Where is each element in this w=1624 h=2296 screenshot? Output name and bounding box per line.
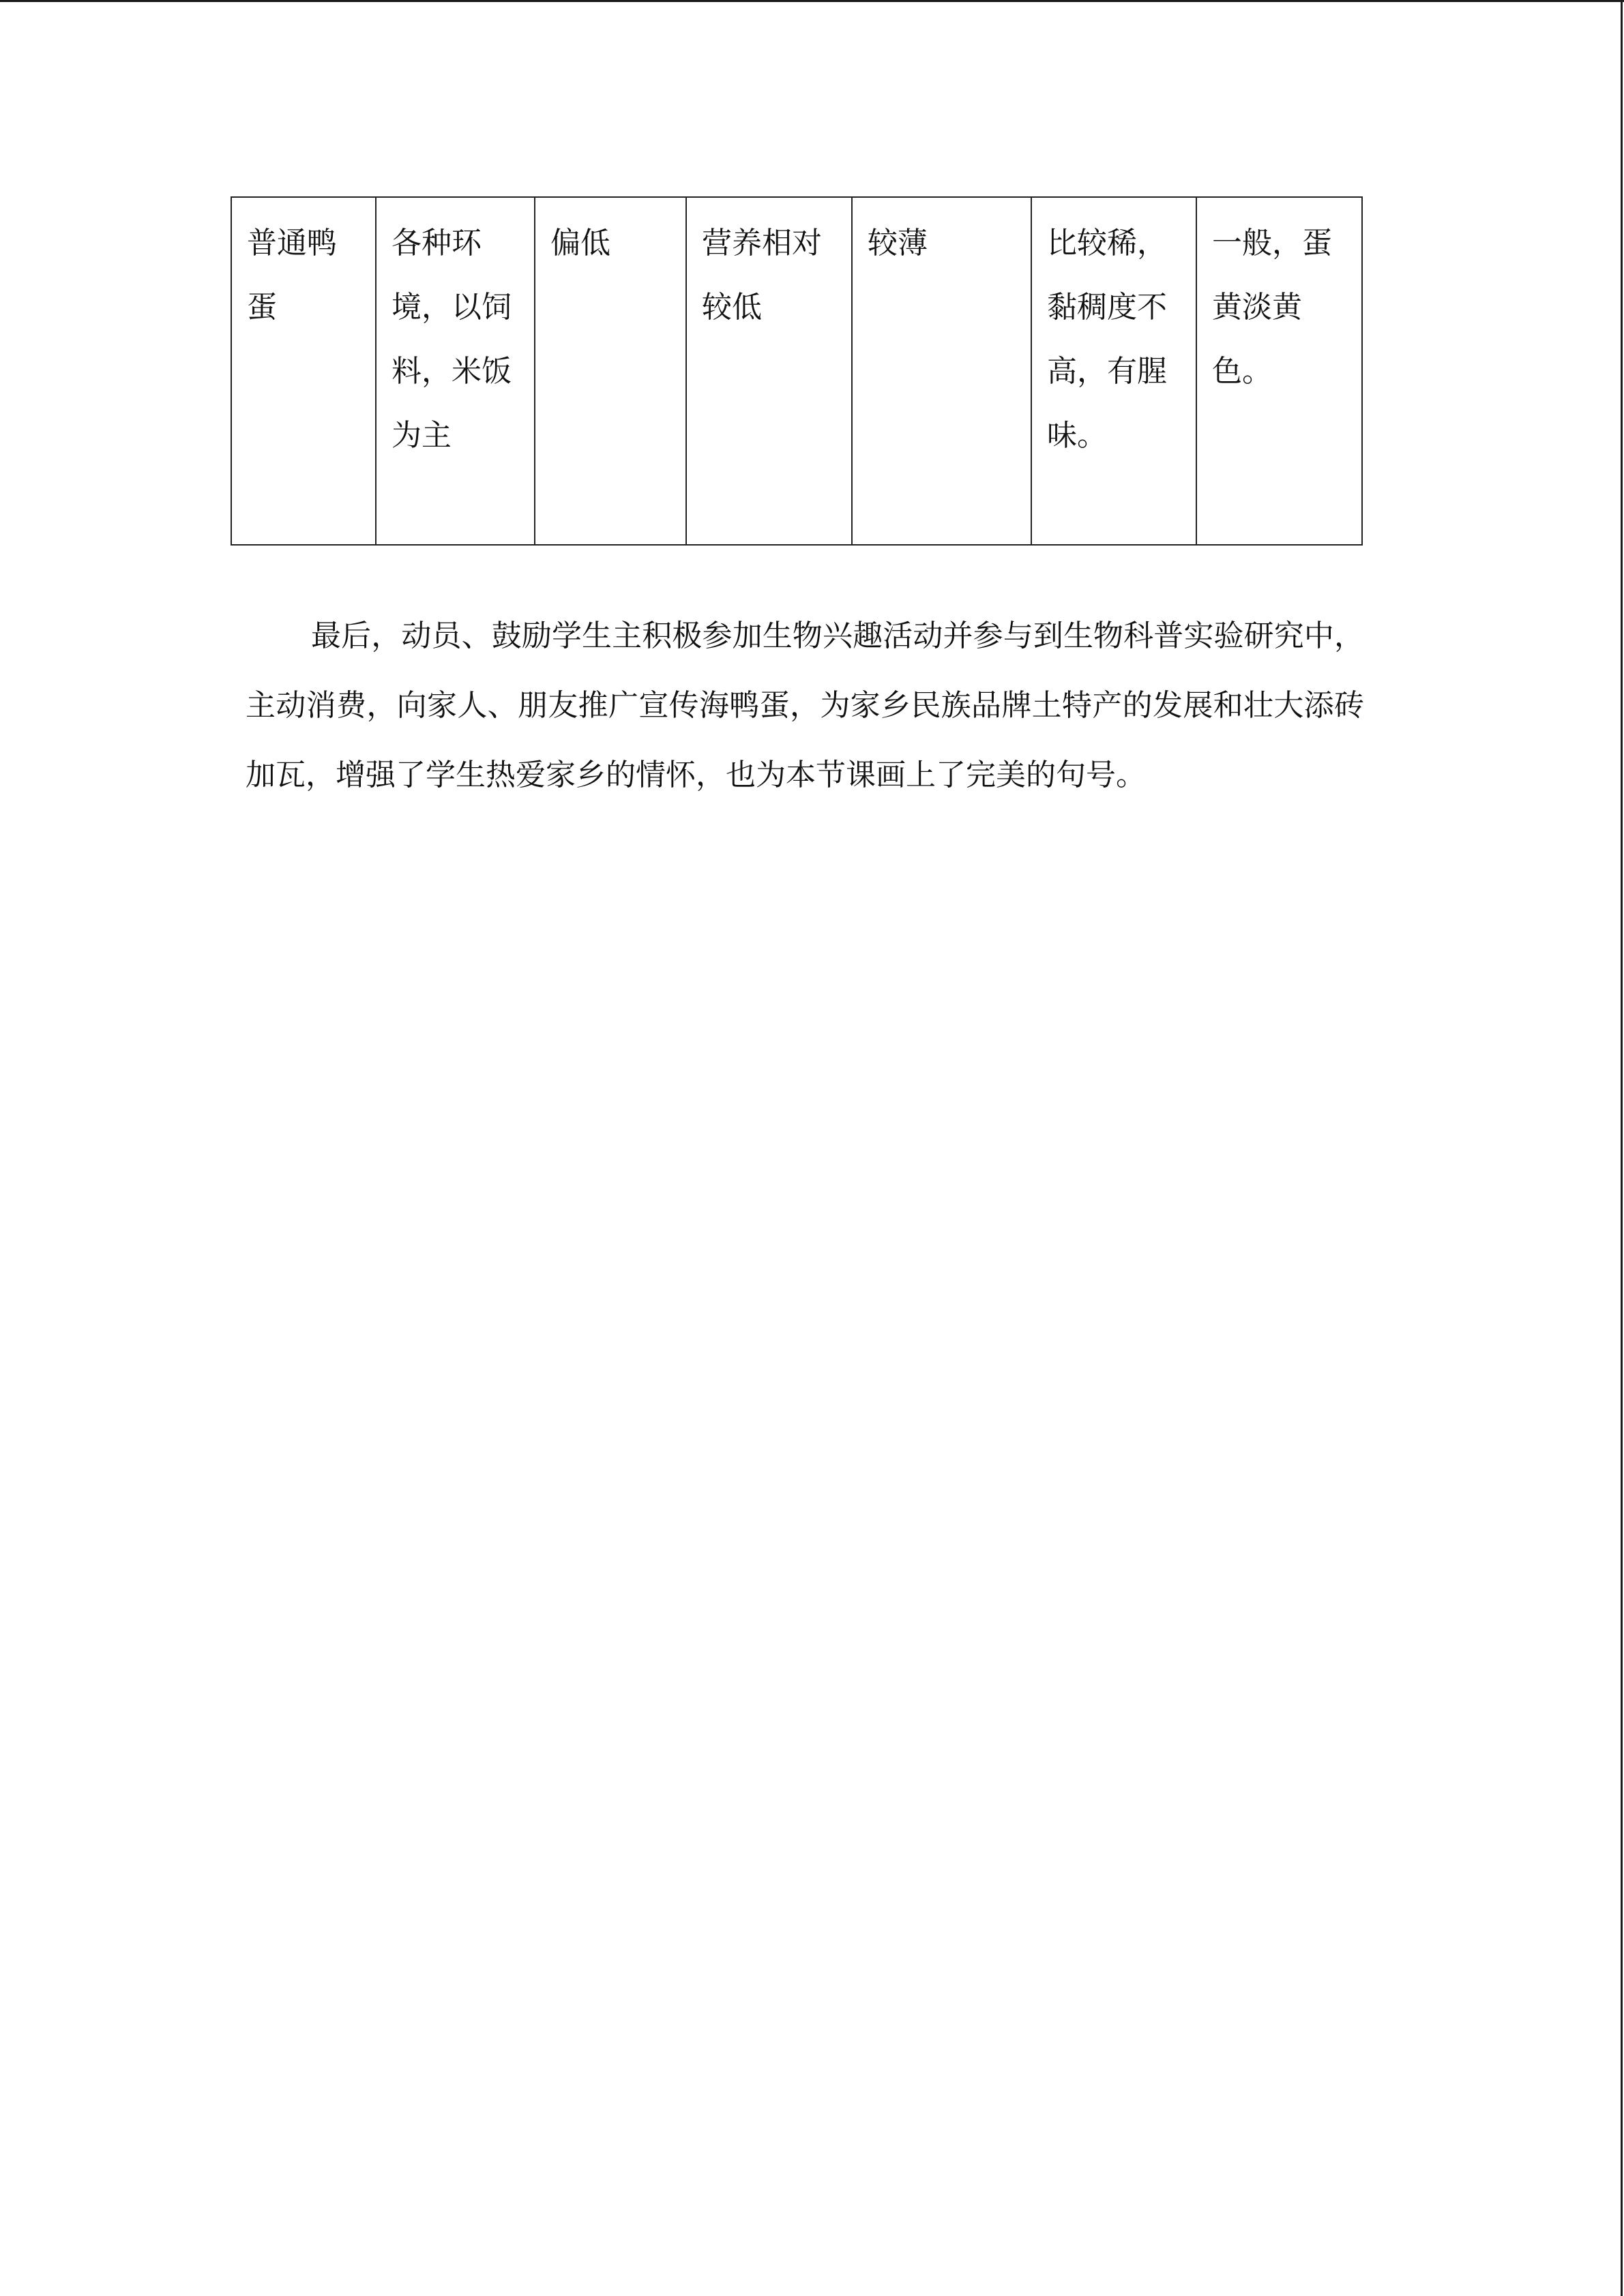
duck-egg-comparison-table (231, 196, 1363, 546)
table-cell-yolk: 一般，蛋黄淡黄色。 (1196, 197, 1362, 545)
table-cell-shell: 较薄 (852, 197, 1031, 545)
closing-paragraph: 最后，动员、鼓励学生主积极参加生物兴趣活动并参与到生物科普实验研究中，主动消费，向家人、朋友推广宣传海鸭蛋，为家乡民族品牌土特产的发展和壮大添砖加瓦，增强了学生热爱家乡的情怀，也为本节课画上了完美的句号。 (246, 618, 1364, 792)
page-top-border (0, 0, 1624, 2)
table-cell-egg-white: 比较稀，黏稠度不高，有腥味。 (1031, 197, 1196, 545)
table-row (231, 197, 1362, 545)
table-cell-environment-feed: 各种环境，以饲料，米饭为主 (376, 197, 535, 545)
table-cell-level: 偏低 (535, 197, 686, 545)
table-cell-egg-type: 普通鸭蛋 (231, 197, 376, 545)
page-right-border (1621, 0, 1623, 2296)
table-cell-nutrition: 营养相对较低 (686, 197, 852, 545)
